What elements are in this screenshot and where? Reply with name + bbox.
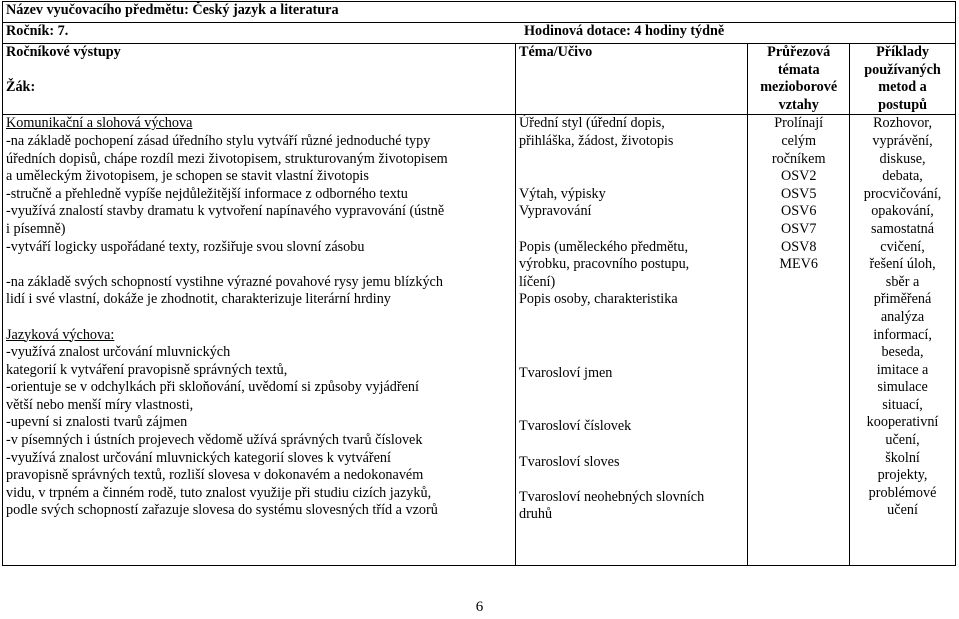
- section-title-communication: Komunikační a slohová výchova: [6, 115, 193, 132]
- crosscut-header-line: vztahy: [778, 96, 819, 113]
- crosscut-line: ročníkem: [771, 150, 826, 167]
- methods-line: samostatná: [871, 220, 935, 237]
- crosscut-cell: [748, 115, 850, 566]
- methods-line: přiměřená: [873, 291, 932, 308]
- crosscut-line: OSV6: [780, 203, 817, 220]
- methods-line: imitace a: [876, 361, 929, 378]
- methods-line: cvičení,: [880, 238, 925, 255]
- methods-line: beseda,: [881, 344, 924, 361]
- methods-header-line: metod a: [878, 79, 927, 96]
- topic-header: Téma/Učivo: [515, 44, 747, 115]
- topic-line: výrobku, pracovního postupu,: [518, 256, 690, 273]
- crosscut-line: MEV6: [779, 256, 818, 273]
- crosscut-line: OSV7: [780, 220, 817, 237]
- outcome-line: -využívá znalost určování mluvnických: [6, 344, 231, 361]
- methods-line: analýza: [880, 308, 925, 325]
- topic-cell: [515, 115, 747, 566]
- crosscut-header-line: témata: [777, 61, 820, 78]
- methods-line: procvičování,: [863, 185, 942, 202]
- grade-hours-cell: [3, 23, 956, 44]
- methods-line: projekty,: [877, 467, 928, 484]
- topic-line: přihláška, žádost, životopis: [518, 132, 674, 149]
- page-number: 6: [475, 599, 484, 615]
- topic-line: Vypravování: [518, 203, 592, 220]
- methods-line: simulace: [877, 379, 928, 396]
- topic-line: druhů: [518, 506, 553, 523]
- methods-header: [850, 44, 956, 115]
- grade-row: [3, 23, 956, 44]
- outcome-line: -orientuje se v odchylkách při skloňování, uvědomí si způsoby vyjádření: [6, 379, 419, 396]
- topic-line: líčení): [518, 273, 556, 290]
- methods-line: kooperativní: [866, 414, 939, 431]
- outcome-line: -na základě pochopení zásad úředního stylu vytváří různé jednoduché typy: [6, 132, 431, 149]
- methods-line: učení,: [885, 432, 920, 449]
- hours-label: Hodinová dotace: 4 hodiny týdně: [524, 23, 725, 39]
- outcomes-title: Ročníkové výstupy: [6, 44, 121, 60]
- crosscut-header-line: mezioborové: [760, 79, 838, 96]
- crosscut-header-line: Průřezová: [767, 44, 831, 60]
- methods-line: debata,: [882, 168, 923, 185]
- methods-line: sběr a: [885, 273, 920, 290]
- methods-line: situací,: [882, 396, 923, 413]
- subject-title: Název vyučovacího předmětu: Český jazyk a literatura: [3, 2, 956, 23]
- outcome-line: kategorií k vytváření pravopisně správných textů,: [6, 361, 288, 378]
- methods-header-line: postupů: [878, 96, 927, 113]
- methods-line: Rozhovor,: [873, 115, 932, 132]
- crosscut-line: Prolínají: [774, 115, 824, 132]
- methods-line: diskuse,: [879, 150, 926, 167]
- crosscut-header: [748, 44, 850, 115]
- outcomes-cell: [3, 115, 516, 566]
- outcome-line: podle svých schopností zařazuje slovesa do systému slovesných tříd a vzorů: [6, 502, 438, 519]
- subject-row: [3, 2, 956, 23]
- topic-line: Popis (uměleckého předmětu,: [518, 238, 689, 255]
- topic-line: Popis osoby, charakteristika: [518, 291, 678, 308]
- methods-header-line: Příklady: [876, 44, 929, 60]
- outcome-line: -v písemných i ústních projevech vědomě užívá správných tvarů číslovek: [6, 432, 423, 449]
- outcome-line: vidu, v trpném a činném rodě, tuto znalost využije při studiu cizích jazyků,: [6, 484, 432, 501]
- methods-line: řešení úloh,: [869, 256, 936, 273]
- methods-line: problémové: [868, 484, 937, 501]
- outcome-line: větší nebo menší míry vlastnosti,: [6, 396, 194, 413]
- crosscut-line: OSV2: [780, 168, 817, 185]
- column-header-row: [3, 44, 956, 115]
- crosscut-line: OSV8: [780, 238, 817, 255]
- outcome-line: -využívá znalostí stavby dramatu k vytvoření napínavého vypravování (ústně: [6, 203, 445, 220]
- methods-line: vyprávění,: [872, 132, 933, 149]
- outcome-line: úředních dopisů, chápe rozdíl mezi životopisem, strukturovaným životopisem: [6, 150, 448, 167]
- topic-line: Tvarosloví sloves: [518, 453, 620, 470]
- student-label: Žák:: [6, 79, 36, 96]
- topic-line: Výtah, výpisky: [518, 185, 606, 202]
- grade-label: Ročník: 7.: [6, 23, 69, 39]
- curriculum-table: [2, 1, 956, 566]
- outcome-line: a uměleckým životopisem, je schopen se stavit vlastní životopis: [6, 168, 369, 185]
- methods-cell: [850, 115, 956, 566]
- topic-line: Tvarosloví neohebných slovních: [518, 488, 705, 505]
- topic-line: Tvarosloví číslovek: [518, 418, 632, 435]
- outcome-line: -využívá znalost určování mluvnických kategorií sloves k vytváření: [6, 449, 391, 466]
- outcome-line: -stručně a přehledně vypíše nejdůležitější informace z odborného textu: [6, 185, 408, 202]
- methods-line: opakování,: [871, 203, 934, 220]
- outcomes-header: [3, 44, 516, 115]
- outcome-line: -na základě svých schopností vystihne výrazné povahové rysy jemu blízkých: [6, 273, 443, 290]
- methods-header-line: používaných: [864, 61, 941, 78]
- methods-line: informací,: [873, 326, 932, 343]
- outcome-line: i písemně): [6, 220, 66, 237]
- outcome-line: pravopisně správných textů, rozliší slovesa v dokonavém a nedokonavém: [6, 467, 424, 484]
- methods-line: učení: [887, 502, 918, 519]
- outcome-line: -vytváří logicky uspořádané texty, rozšiřuje svou slovní zásobu: [6, 238, 365, 255]
- methods-line: školní: [885, 449, 920, 466]
- outcome-line: lidí i své vlastní, dokáže je zhodnotit, charakterizuje literární hrdiny: [6, 291, 391, 308]
- crosscut-line: OSV5: [780, 185, 817, 202]
- topic-line: Tvarosloví jmen: [518, 364, 613, 381]
- topic-line: Úřední styl (úřední dopis,: [518, 115, 665, 132]
- crosscut-line: celým: [781, 132, 817, 149]
- outcome-line: -upevní si znalosti tvarů zájmen: [6, 414, 188, 431]
- section-title-language: Jazyková výchova:: [6, 326, 115, 343]
- content-row: [3, 115, 956, 566]
